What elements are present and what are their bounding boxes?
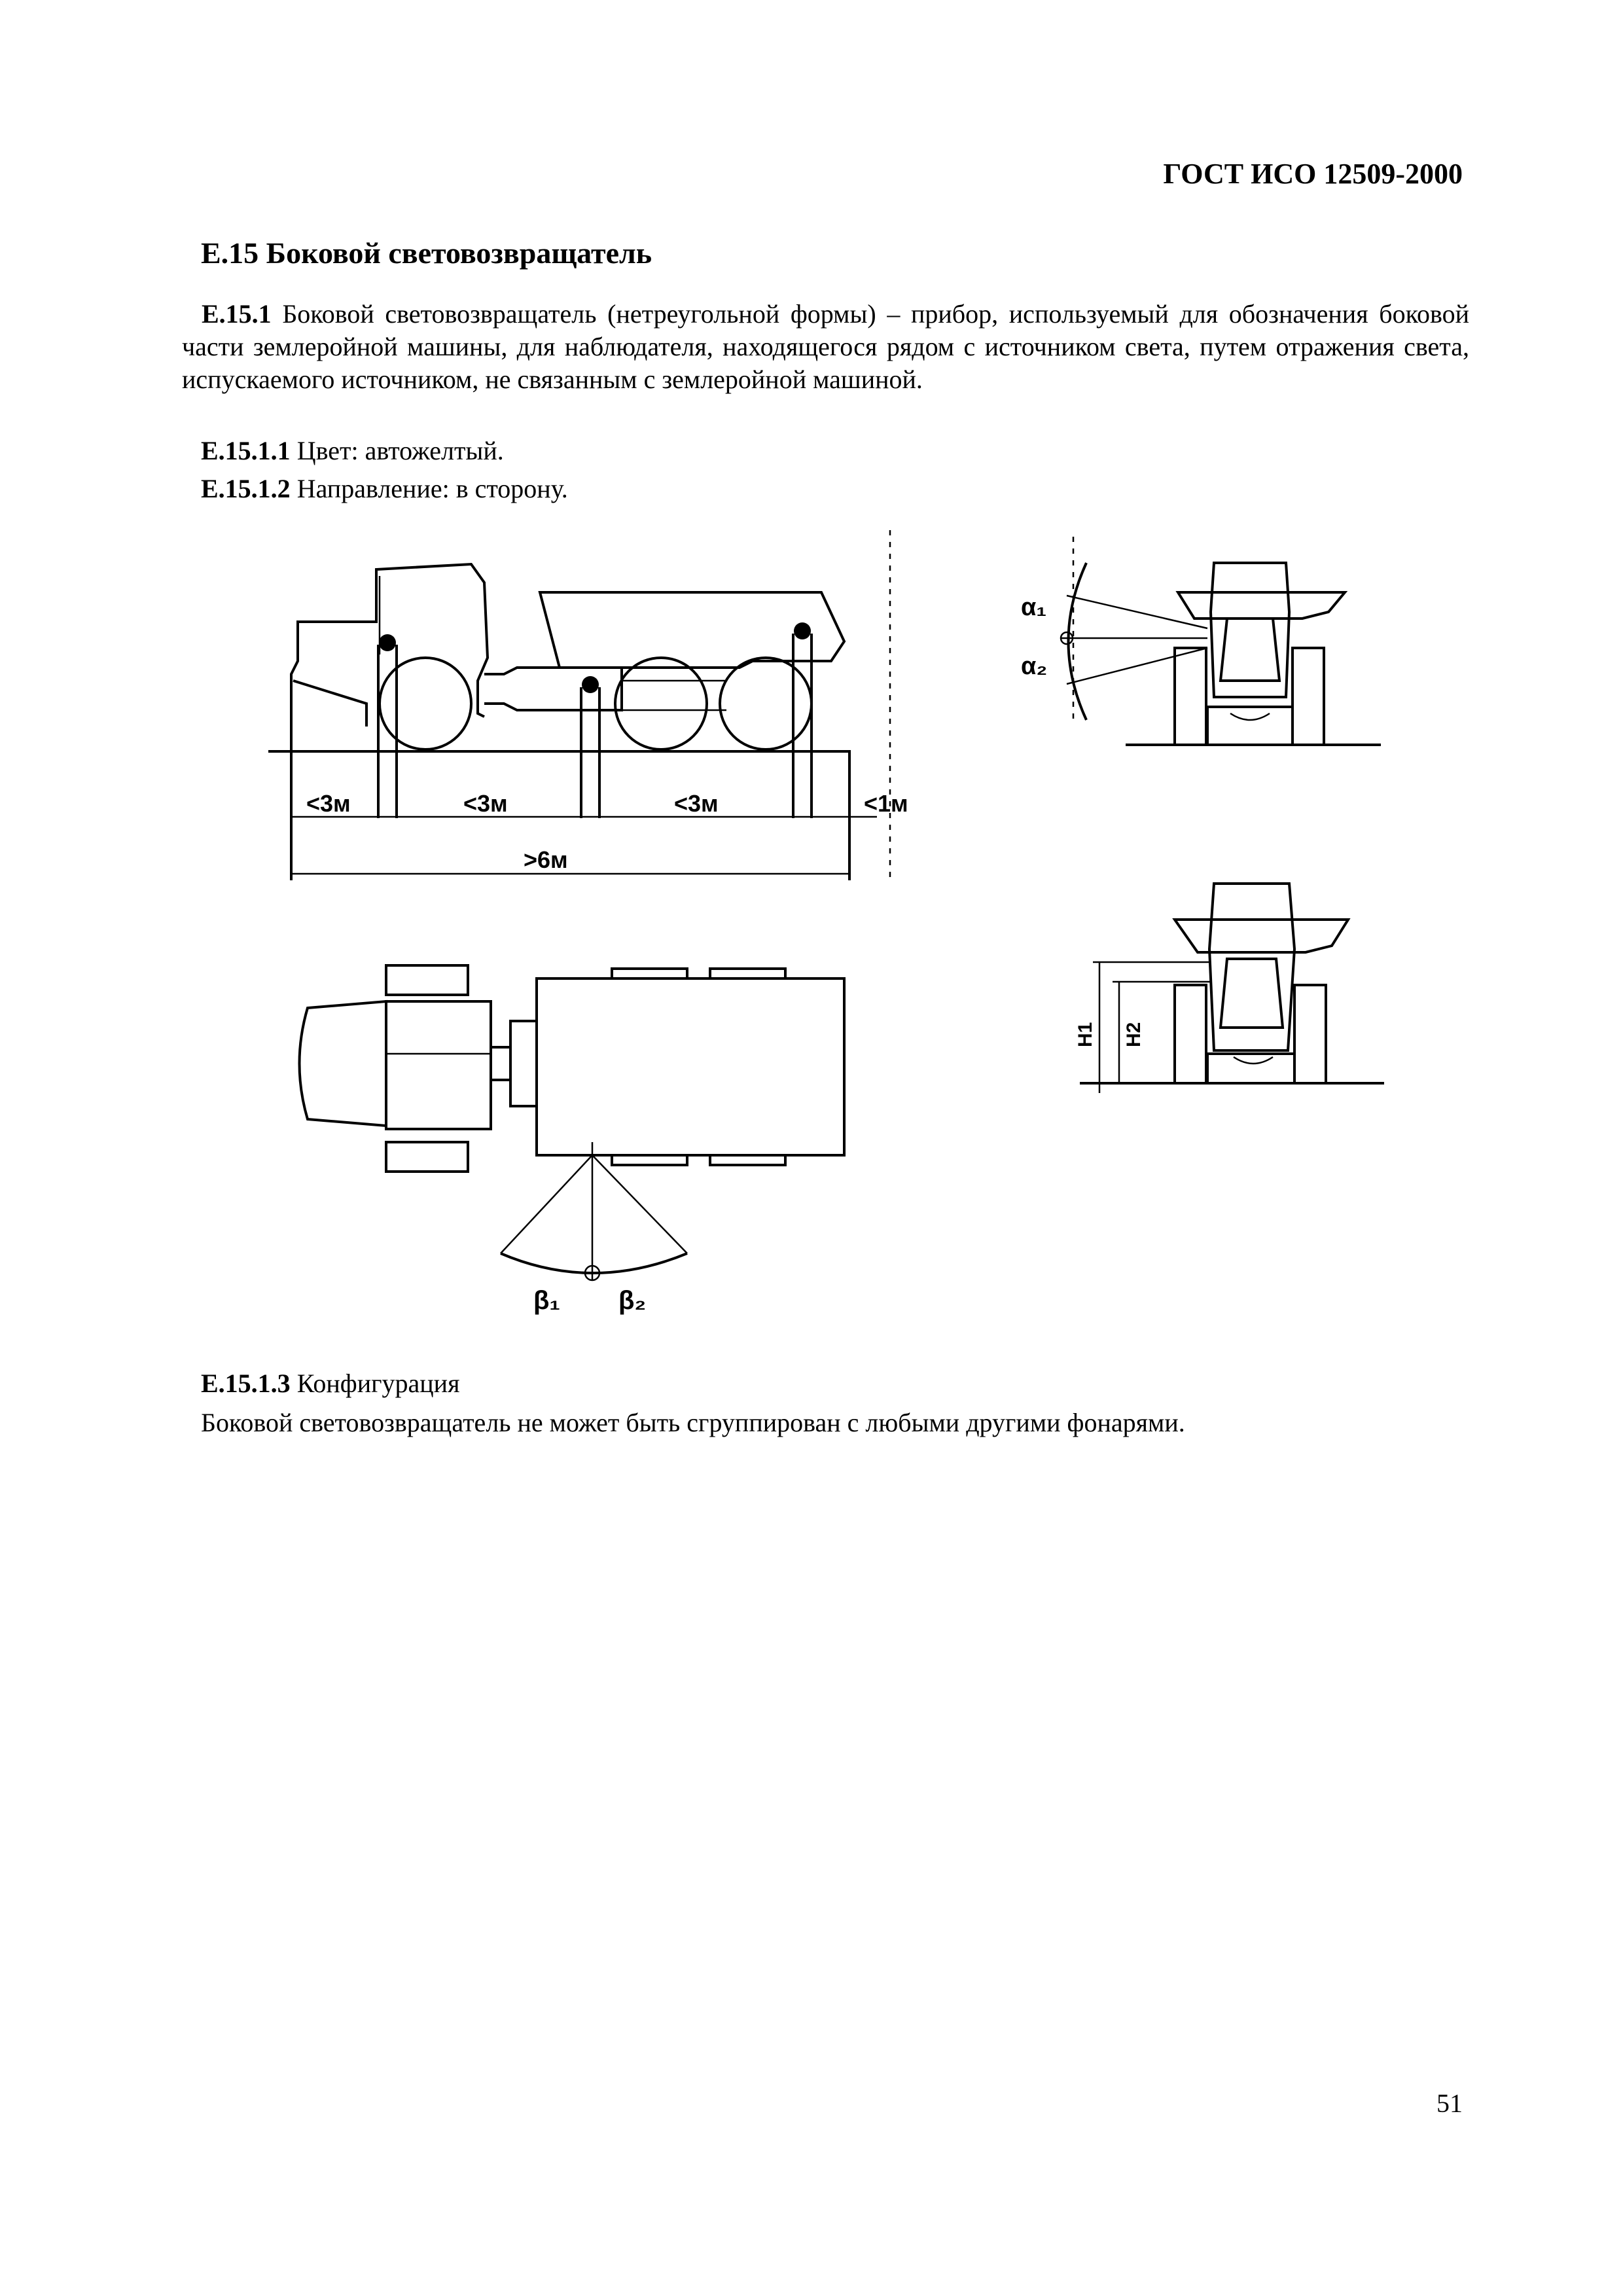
top-view-beta-drawing <box>300 965 845 1280</box>
item-configuration <box>201 1368 459 1399</box>
angle-alpha2: α₂ <box>1021 653 1048 680</box>
dim-total: >6м <box>524 846 568 873</box>
item-color-text: Цвет: автожелтый. <box>296 436 504 465</box>
configuration-description: Боковой световозвращатель не может быть сгруппирован с любыми другими фонарями. <box>201 1408 1185 1437</box>
paragraph-text: Боковой световозвращатель (нетреугольной формы) – прибор, используемый для обозначения боковой части землеройной машины, для наблюдателя, находящегося рядом с источником света, путем отражения света, испускаемого источником, не связанным с землеройной машиной. <box>182 299 1469 394</box>
page-number: 51 <box>1436 2089 1463 2118</box>
item-configuration-text: Конфигурация <box>296 1369 460 1398</box>
angle-beta2: β₂ <box>618 1286 647 1315</box>
angle-beta1: β₁ <box>533 1286 560 1315</box>
section-title: Е.15 Боковой световозвращатель <box>201 236 652 270</box>
dim-middle: <3м <box>463 790 508 817</box>
document-code: ГОСТ ИСО 12509-2000 <box>1163 158 1463 190</box>
dim-front: <3м <box>306 790 351 817</box>
front-view-alpha-drawing <box>1060 537 1381 745</box>
angle-alpha1: α₁ <box>1021 594 1047 621</box>
item-color-label: Е.15.1.1 <box>201 436 291 465</box>
item-configuration-label: Е.15.1.3 <box>201 1369 291 1398</box>
height-h1: H1 <box>1075 1022 1096 1047</box>
front-view-height-drawing <box>1080 884 1384 1093</box>
item-direction-text: Направление: в сторону. <box>296 474 568 503</box>
item-direction-label: Е.15.1.2 <box>201 474 291 503</box>
paragraph-label: Е.15.1 <box>202 299 272 329</box>
height-h2: H2 <box>1123 1022 1145 1047</box>
dim-rear: <3м <box>674 790 719 817</box>
side-view-drawing <box>268 530 890 880</box>
dim-rear-overhang: <1м <box>864 790 908 817</box>
